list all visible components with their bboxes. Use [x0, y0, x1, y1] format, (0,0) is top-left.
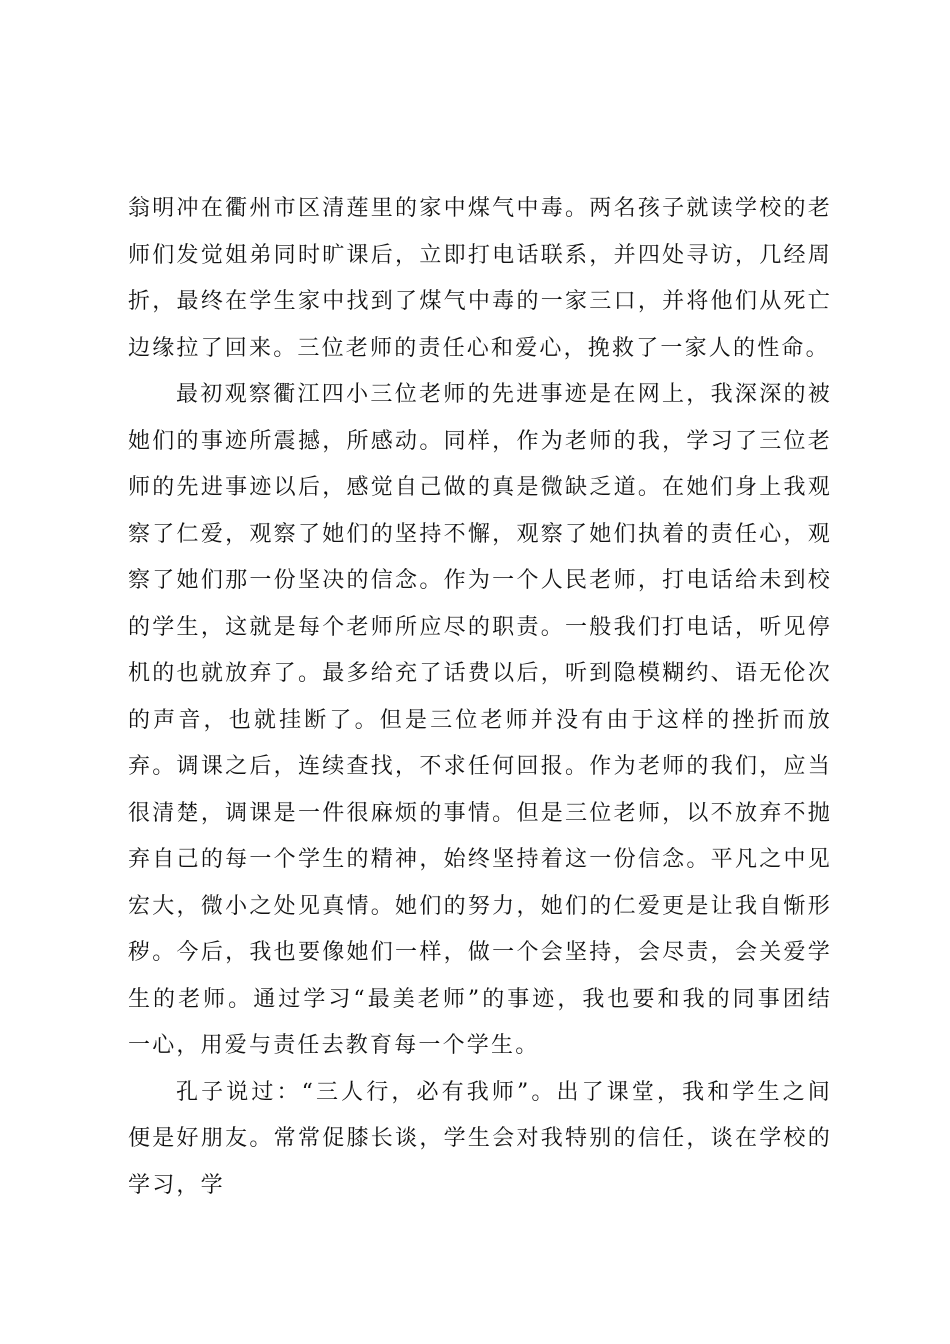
- paragraph: 孔子说过：“三人行，必有我师”。出了课堂，我和学生之间便是好朋友。常常促膝长谈，学生会对我特别的信任，谈在学校的学习，学: [128, 1079, 832, 1198]
- document-body: [128, 186, 832, 1209]
- paragraph: 最初观察衢江四小三位老师的先进事迹是在网上，我深深的被她们的事迹所震撼，所感动。同样，作为老师的我，学习了三位老师的先进事迹以后，感觉自己做的真是微缺乏道。在她们身上我观察了仁爱，观察了她们的坚持不懈，观察了她们执着的责任心，观察了她们那一份坚决的信念。作为一个人民老师，打电话给未到校的学生，这就是每个老师所应尽的职责。一般我们打电话，听见停机的也就放弃了。最多给充了话费以后，听到隐模糊约、语无伦次的声音，也就挂断了。但是三位老师并没有由于这样的挫折而放弃。调课之后，连续查找，不求任何回报。作为老师的我们，应当很清楚，调课是一件很麻烦的事情。但是三位老师，以不放弃不抛弃自己的每一个学生的精神，始终坚持着这一份信念。平凡之中见宏大，微小之处见真情。她们的努力，她们的仁爱更是让我自惭形秽。今后，我也要像她们一样，做一个会坚持，会尽责，会关爱学生的老师。通过学习“最美老师”的事迹，我也要和我的同事团结一心，用爱与责任去教育每一个学生。: [128, 382, 832, 1058]
- paragraph-continued: 翁明冲在衢州市区清莲里的家中煤气中毒。两名孩子就读学校的老师们发觉姐弟同时旷课后，立即打电话联系，并四处寻访，几经周折，最终在学生家中找到了煤气中毒的一家三口，并将他们从死亡边缘拉了回来。三位老师的责任心和爱心，挽救了一家人的性命。: [128, 196, 832, 361]
